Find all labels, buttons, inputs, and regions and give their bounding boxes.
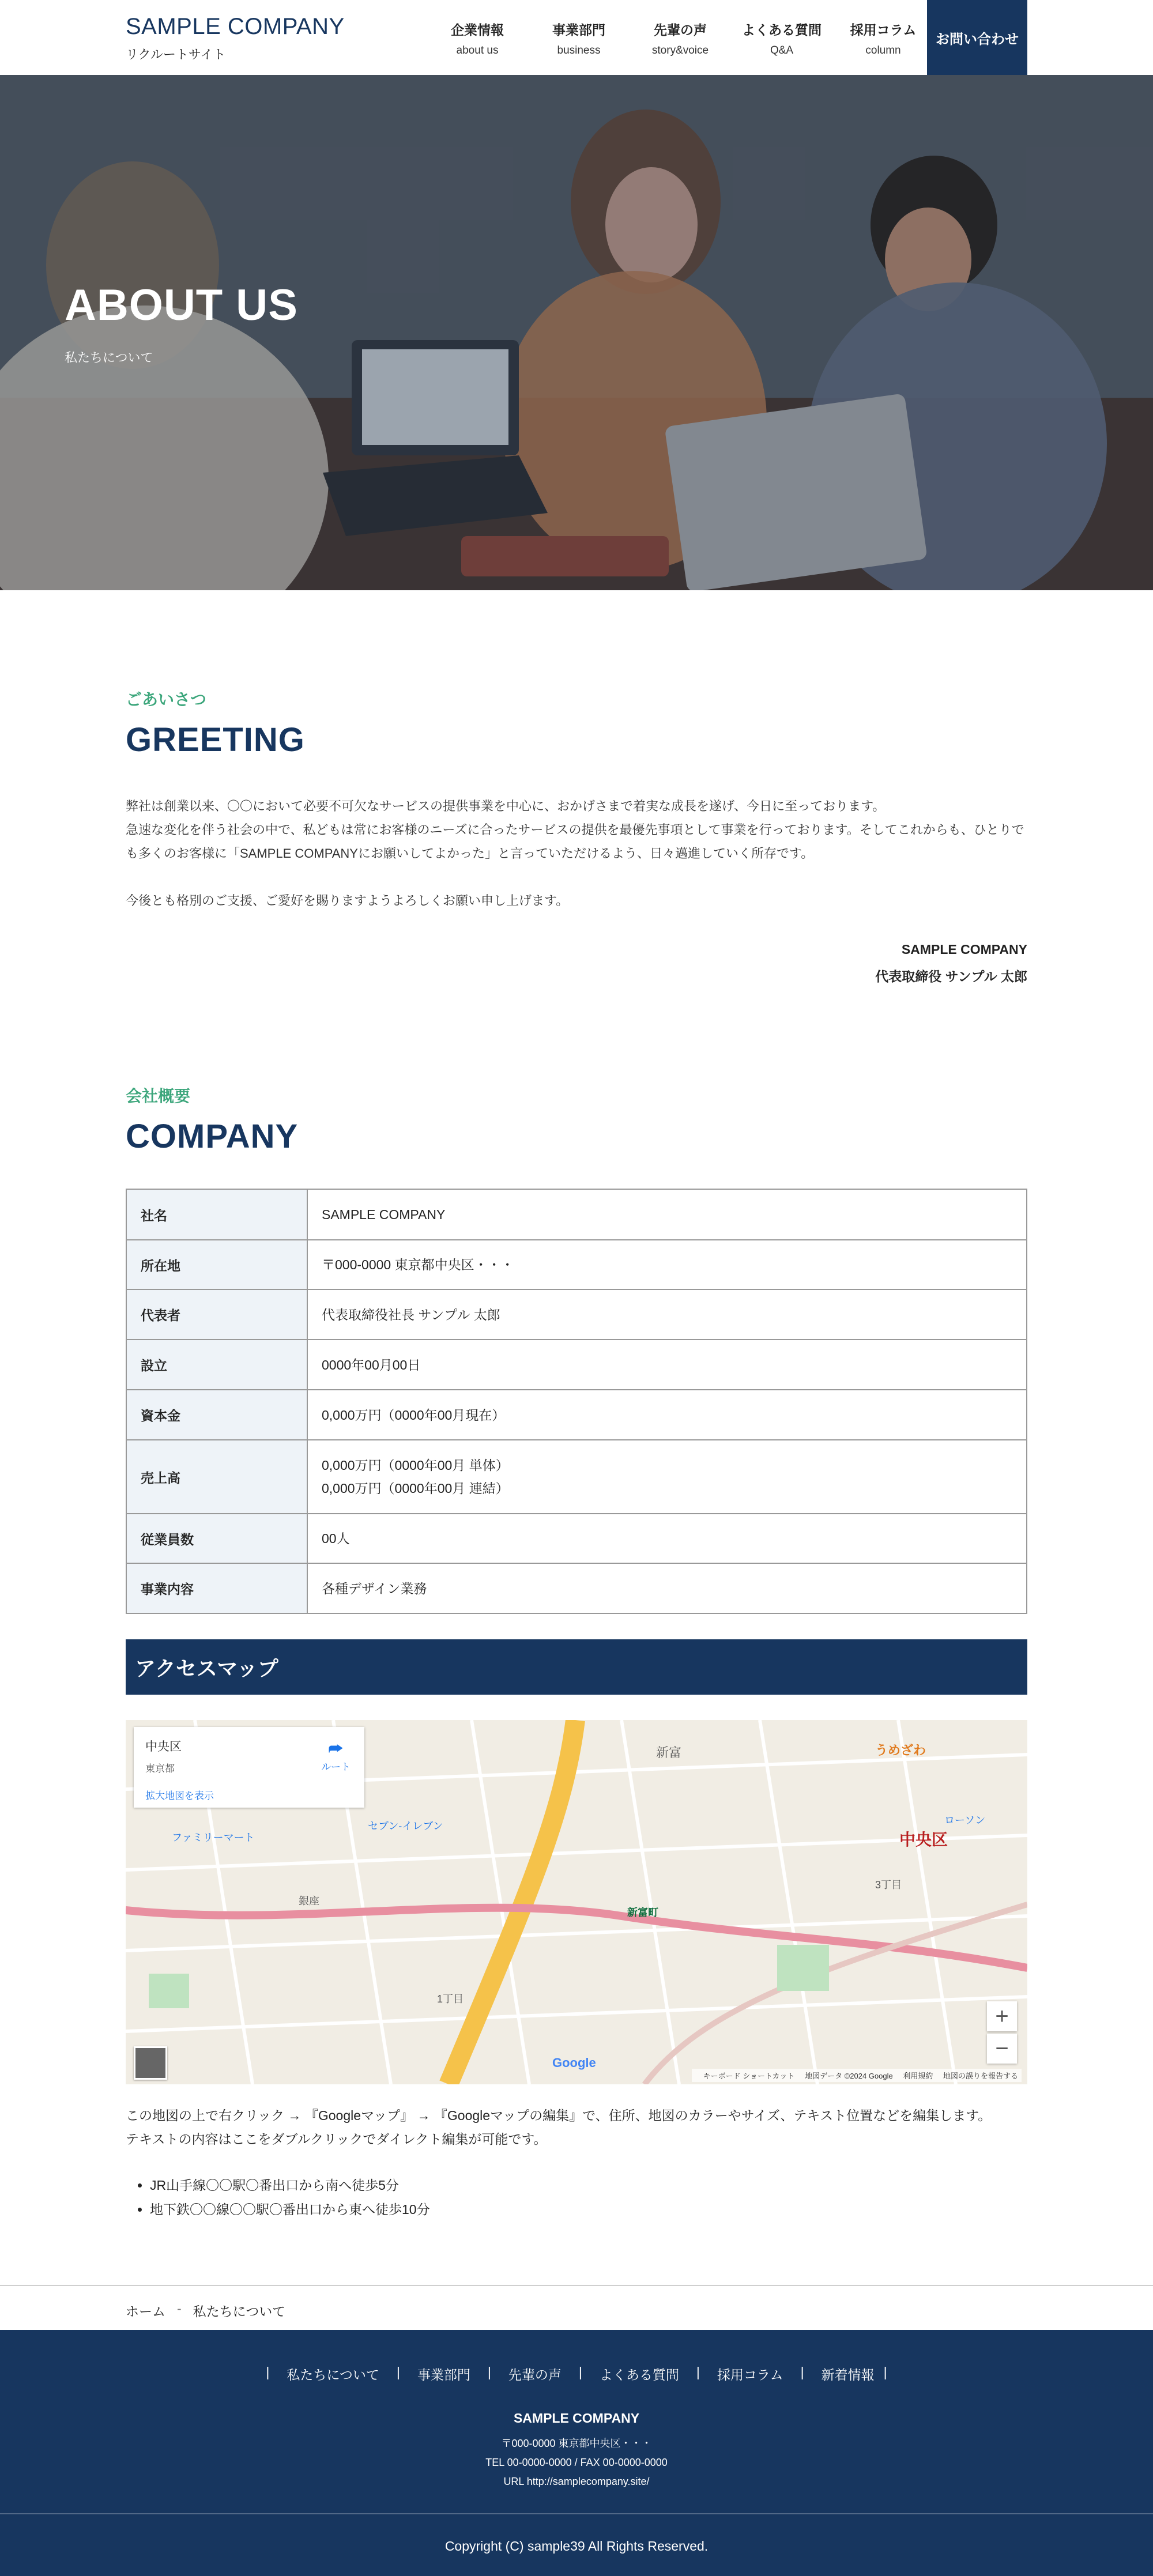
hero-overlay — [0, 75, 1153, 590]
map-label: 新富 — [656, 1745, 682, 1760]
company-title: COMPANY — [126, 1118, 299, 1155]
table-header-cell: 代表者 — [126, 1289, 307, 1340]
footer-nav-divider: | — [883, 2364, 887, 2379]
map-terms-link[interactable]: 利用規約 — [903, 2072, 933, 2080]
table-row — [126, 1514, 1027, 1563]
zoom-out-button[interactable] — [987, 2034, 1017, 2064]
nav-item-voice[interactable] — [630, 0, 731, 75]
greeting-body — [126, 794, 1027, 936]
minus-icon: − — [995, 2035, 1009, 2061]
table-header-cell: 事業内容 — [126, 1563, 307, 1613]
site-logo[interactable]: SAMPLE COMPANY — [126, 14, 345, 39]
map-label: ファミリーマート — [172, 1832, 255, 1843]
greeting-text: 急速な変化を伴う社会の中で、私どもは常にお客様のニーズに合ったサービスの提供を最優先事項として事業を行っております。そしてこれからも、ひとりでも多くのお客様に「SAMPLE COMPANYにお願いしてよかった」と言っていただけるよう、日々邁進していく所存です。 — [126, 823, 1024, 861]
footer-nav-divider: | — [487, 2364, 491, 2379]
table-value-cell: 各種デザイン業務 — [307, 1563, 1027, 1613]
table-header-cell: 従業員数 — [126, 1514, 307, 1563]
footer-address: 〒000-0000 東京都中央区・・・ — [501, 2438, 652, 2449]
table-row — [126, 1240, 1027, 1289]
main-nav — [427, 0, 934, 75]
table-value-cell: 00人 — [307, 1514, 1027, 1563]
nav-label: 企業情報 — [451, 22, 504, 37]
map-type-toggle[interactable] — [134, 2046, 167, 2080]
nav-sublabel: column — [865, 44, 901, 56]
nav-label: 事業部門 — [552, 22, 605, 37]
greeting-sign-name: 代表取締役 サンプル 太郎 — [875, 969, 1027, 984]
site-footer — [0, 2330, 1153, 2576]
nav-sublabel: about us — [456, 44, 499, 56]
map-info-card — [134, 1727, 364, 1808]
map-shortcuts-link[interactable]: キーボード ショートカット — [703, 2072, 795, 2080]
map-place-region: 東京都 — [145, 1763, 175, 1774]
list-item: • JR山手線〇〇駅〇番出口から南へ徒歩5分 — [150, 2173, 430, 2197]
table-value-cell: 0,000万円（0000年00月現在） — [307, 1390, 1027, 1440]
table-row — [126, 1563, 1027, 1613]
table-value-cell — [307, 1440, 1027, 1514]
route-icon: ⮫ — [328, 1740, 344, 1757]
map-label: 3丁目 — [875, 1879, 902, 1891]
map-label: 新富町 — [627, 1907, 658, 1918]
access-list — [144, 2173, 430, 2222]
footer-nav-divider: | — [578, 2364, 582, 2379]
map-label: 銀座 — [299, 1895, 319, 1907]
footer-link-column[interactable]: 採用コラム — [717, 2367, 783, 2382]
access-note-line: この地図の上で右クリック → 『Googleマップ』 → 『Googleマップの編集』で、住所、地図のカラーやサイズ、テキスト位置などを編集します。 — [126, 2108, 992, 2123]
table-header-cell: 所在地 — [126, 1240, 307, 1289]
footer-link-qa[interactable]: よくある質問 — [599, 2367, 679, 2382]
table-value-cell: SAMPLE COMPANY — [307, 1189, 1027, 1240]
table-header-cell: 資本金 — [126, 1390, 307, 1440]
footer-nav-divider: | — [800, 2364, 804, 2379]
access-title: アクセスマップ — [126, 1639, 1027, 1695]
map-place-name: 中央区 — [145, 1740, 182, 1753]
table-header-cell: 売上高 — [126, 1440, 307, 1514]
nav-label: 採用コラム — [850, 22, 917, 37]
map-label: ローソン — [944, 1815, 986, 1826]
greeting-sign-company: SAMPLE COMPANY — [901, 942, 1027, 957]
map-route-button[interactable] — [321, 1740, 351, 1773]
footer-company-name: SAMPLE COMPANY — [513, 2411, 640, 2426]
footer-company-info — [0, 2411, 1153, 2491]
greeting-title: GREETING — [126, 721, 305, 759]
breadcrumb-current: 私たちについて — [193, 2304, 286, 2319]
table-row — [126, 1189, 1027, 1240]
nav-item-business[interactable] — [528, 0, 630, 75]
map-label: セブン-イレブン — [368, 1820, 443, 1832]
table-header-cell: 設立 — [126, 1340, 307, 1390]
plus-icon: + — [995, 2003, 1009, 2029]
copyright: Copyright (C) sample39 All Rights Reserved. — [444, 2539, 709, 2554]
table-value-line: 0,000万円（0000年00月 連結） — [322, 1481, 509, 1496]
greeting-label: ごあいさつ — [126, 691, 207, 708]
footer-link-about[interactable]: 私たちについて — [287, 2367, 379, 2382]
contact-button[interactable]: お問い合わせ — [927, 0, 1027, 75]
site-header — [0, 0, 1153, 75]
list-item: • 地下鉄〇〇線〇〇駅〇番出口から東へ徒歩10分 — [150, 2197, 430, 2222]
table-value-cell: 0000年00月00日 — [307, 1340, 1027, 1390]
greeting-paragraph — [126, 794, 1027, 865]
breadcrumb-home-link[interactable]: ホーム — [126, 2304, 165, 2319]
nav-sublabel: story&voice — [651, 44, 709, 56]
map-attribution — [692, 2069, 1022, 2082]
access-note-line: テキストの内容はここをダブルクリックでダイレクト編集が可能です。 — [126, 2132, 547, 2147]
nav-item-qa[interactable] — [731, 0, 832, 75]
company-table — [126, 1189, 1027, 1614]
footer-link-news[interactable]: 新着情報 — [821, 2367, 875, 2382]
map-route-label: ルート — [321, 1762, 351, 1772]
footer-url[interactable]: URL http://samplecompany.site/ — [503, 2476, 650, 2487]
map-district-label: 中央区 — [899, 1831, 948, 1849]
table-value-cell: 〒000-0000 東京都中央区・・・ — [307, 1240, 1027, 1289]
table-row — [126, 1390, 1027, 1440]
table-row — [126, 1289, 1027, 1340]
google-logo: Google — [552, 2055, 596, 2070]
footer-nav-divider: | — [266, 2364, 270, 2379]
site-subtitle: リクルートサイト — [126, 47, 226, 62]
nav-sublabel: Q&A — [770, 44, 794, 56]
map-label: 1丁目 — [437, 1993, 464, 2005]
table-value-cell: 代表取締役社長 サンプル 太郎 — [307, 1289, 1027, 1340]
greeting-paragraph: 今後とも格別のご支援、ご愛好を賜りますようよろしくお願い申し上げます。 — [126, 893, 569, 908]
nav-item-about[interactable] — [427, 0, 528, 75]
map-data-credit: 地図データ ©2024 Google — [805, 2072, 893, 2080]
google-map[interactable] — [126, 1720, 1027, 2084]
table-header-cell: 社名 — [126, 1189, 307, 1240]
table-row — [126, 1440, 1027, 1514]
zoom-in-button[interactable] — [987, 2001, 1017, 2031]
breadcrumb-separator: - — [177, 2301, 182, 2316]
company-label: 会社概要 — [126, 1087, 191, 1105]
hero-section — [0, 75, 1153, 590]
nav-sublabel: business — [557, 44, 601, 56]
breadcrumb — [126, 2301, 285, 2320]
footer-nav-divider: | — [396, 2364, 400, 2379]
table-value-line: 0,000万円（0000年00月 単体） — [322, 1458, 509, 1473]
nav-label: 先輩の声 — [654, 22, 707, 37]
table-row — [126, 1340, 1027, 1390]
footer-link-voice[interactable]: 先輩の声 — [508, 2367, 562, 2382]
hero-title: ABOUT US — [65, 281, 298, 330]
greeting-text: 弊社は創業以来、〇〇において必要不可欠なサービスの提供事業を中心に、おかげさまで着実な成長を遂げ、今日に至っております。 — [126, 799, 886, 813]
footer-link-business[interactable]: 事業部門 — [417, 2367, 470, 2382]
map-report-link[interactable]: 地図の誤りを報告する — [943, 2072, 1018, 2080]
access-note — [126, 2104, 1027, 2151]
footer-nav — [0, 2364, 1153, 2383]
hero-subtitle: 私たちについて — [65, 350, 153, 365]
footer-divider — [0, 2513, 1153, 2514]
nav-label: よくある質問 — [742, 22, 822, 37]
nav-item-column[interactable] — [832, 0, 934, 75]
map-enlarge-link[interactable]: 拡大地図を表示 — [145, 1790, 214, 1801]
footer-tel: TEL 00-0000-0000 / FAX 00-0000-0000 — [485, 2457, 668, 2468]
breadcrumb-bar — [0, 2285, 1153, 2330]
map-label: うめざわ — [875, 1743, 926, 1757]
footer-nav-divider: | — [696, 2364, 700, 2379]
